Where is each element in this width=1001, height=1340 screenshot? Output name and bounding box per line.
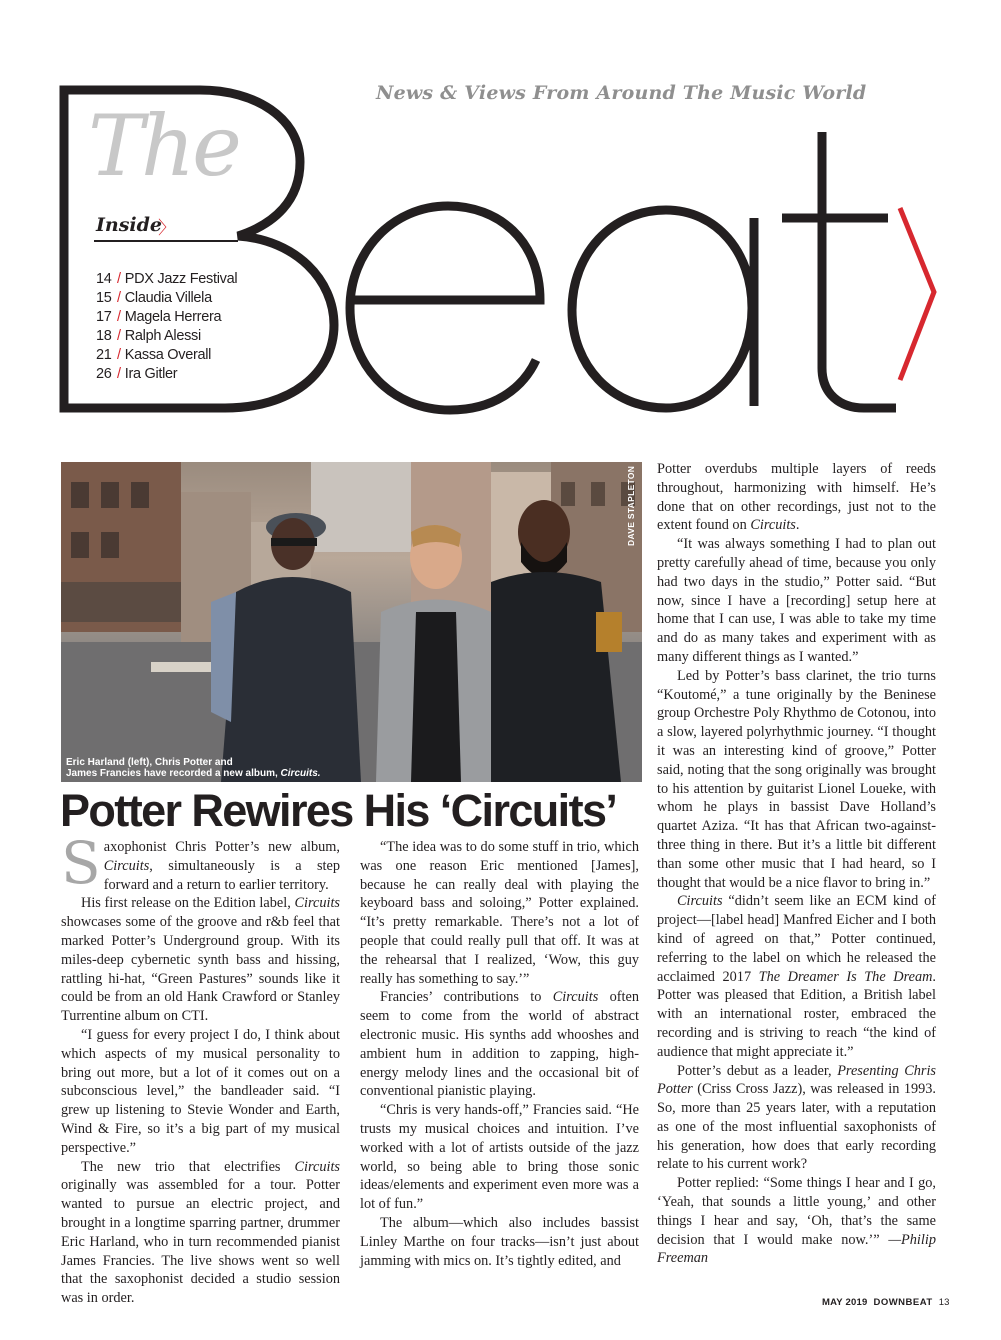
toc-item[interactable]: 17 / Magela Herrera [96, 309, 222, 325]
paragraph: Potter replied: “Some things I hear and I go, ‘Yeah, that sounds a little young,’ and other things I hear and say, ‘Oh, that’s the same decision that I would make now.’” —Philip Freeman [657, 1175, 936, 1267]
paragraph: “The idea was to do some stuff in trio, which was one reason Eric mentioned [James], because he can really deal with playing the keyboard bass and soloing,” Potter explained. “It’s pretty remarkable. There’s not a lot of people that could really pull that off. It was at the rehearsal that I realized, ‘Wow, this guy really has something to say.’” [360, 839, 639, 987]
article-photo [61, 462, 642, 782]
paragraph: Potter overdubs multiple layers of reeds throughout, harmonizing with himself. He’s done that on other recordings, just not to the extent found on Circuits. [657, 461, 936, 534]
the-word: The [88, 97, 239, 195]
paragraph: “Chris is very hands-off,” Francies said. “He trusts my musical choices and intuition. I’ve worked with a lot of artists outside of the jazz world, so being able to bring those sonic ideas/elements and experiment even more was a lot of fun.” [360, 1102, 639, 1213]
toc-item[interactable]: 14 / PDX Jazz Festival [96, 271, 238, 287]
paragraph: His first release on the Edition label, Circuits showcases some of the groove and r&b feel that marked Potter’s Underground group. With its miles-deep cybernetic synth bass and hissing, rattling hi-hat, “Green Pastures” sounds like it could be from an old Hank Crawford or Stanley Turrentine album on CTI. [61, 895, 340, 1025]
paragraph: Led by Potter’s bass clarinet, the trio turns “Koutomé,” a tune originally by the Beninese group Orchestre Poly Rhythmo de Cotonou, into a slow, layered polyrhythmic journey. “I thought it was an interesting kind of groove,” Potter said, noting that the song originally was brought to his attention by guitarist Lionel Loueke, with whom he plays in bassist Dave Holland’s quartet Aziza. “It has that African two-against-three thing in there. But it’s a little bit different than some other music that I had heard, so I thought that would be a nice flavor to bring in.” [657, 667, 936, 891]
page-number: 13 [938, 1297, 950, 1308]
paragraph: Potter’s debut as a leader, Presenting Chris Potter (Criss Cross Jazz), was released in 1993. So, more than 25 years later, with a reputation as one of the most influential saxophonists of his generation, how does that early recording relate to his current work? [657, 1062, 936, 1173]
article-column-3 [657, 460, 936, 1268]
article-column-2 [360, 838, 639, 1270]
paragraph: Francies’ contributions to Circuits often seem to come from the world of abstract electronic music. His synths add whooshes and ambient hum in addition to zapping, high-energy melody lines and the occasional bit of conventional pianistic playing. [360, 989, 639, 1100]
beat-letter-e [350, 206, 540, 410]
inside-chevron-icon: 〉 [158, 218, 176, 239]
photo-caption: Eric Harland (left), Chris Potter and James Francies have recorded a new album, Circuits. [66, 757, 321, 779]
paragraph: “It was always something I had to plan out pretty carefully ahead of time, because you only had two days in the studio,” Potter said. “But now, since I have a [recording] setup here at home that I can use, I was able to take my time and do as many takes and experiment with as many different things as I wanted.” [657, 536, 936, 665]
beat-letter-t [782, 132, 896, 408]
beat-letter-a [572, 210, 754, 408]
issue-date: MAY 2019 [822, 1297, 868, 1308]
inside-rule [94, 240, 238, 242]
toc-item[interactable]: 26 / Ira Gitler [96, 366, 178, 382]
inside-heading: Inside [96, 214, 162, 236]
paragraph: Circuits “didn’t seem like an ECM kind of project—[label head] Manfred Eicher and I both kind of agreed on that,” Potter continued, referring to the label on which he released the acclaimed 2017 The Dreamer Is The Dream. Potter was pleased that Edition, a British label with an international roster, embraced the recording and is striving to reach “the kind of audience that might appreciate it.” [657, 893, 936, 1060]
magazine-name: DOWNBEAT [873, 1297, 933, 1308]
photo-credit: DAVE STAPLETON [626, 465, 636, 546]
drop-cap: S [61, 829, 101, 897]
inside-toc [96, 270, 237, 384]
toc-item[interactable]: 18 / Ralph Alessi [96, 328, 201, 344]
toc-item[interactable]: 21 / Kassa Overall [96, 347, 212, 363]
article-headline: Potter Rewires His ‘Circuits’ [60, 785, 617, 836]
paragraph: The new trio that electrifies Circuits originally was assembled for a tour. Potter wanted to pursue an electric project, and brought in a longtime sparring partner, drummer Eric Harland, who in turn recommended pianist James Francies. The live shows went so well that the saxophonist decided a studio session was in order. [61, 1158, 340, 1307]
paragraph: The album—which also includes bassist Linley Marthe on four tracks—isn’t just about jamming with mics on. It’s tightly edited, and [360, 1214, 639, 1269]
article-column-1 [61, 829, 340, 1308]
beat-red-chevron-icon [900, 208, 934, 380]
paragraph: “I guess for every project I do, I think about which aspects of my musical personality to bring out more, but a lot of it comes out on a subconscious level,” the bandleader said. “I grew up listening to Stevie Wonder and Earth, Wind & Fire, so it’s a big part of my musical perspective.” [61, 1026, 340, 1156]
paragraph: axophonist Chris Potter’s new album, Circuits, simultaneously is a step forward and a return to earlier territory. [103, 839, 340, 893]
toc-item[interactable]: 15 / Claudia Villela [96, 290, 212, 306]
section-tagline: News & Views From Around The Music World [376, 82, 867, 104]
page-footer [822, 1297, 950, 1308]
